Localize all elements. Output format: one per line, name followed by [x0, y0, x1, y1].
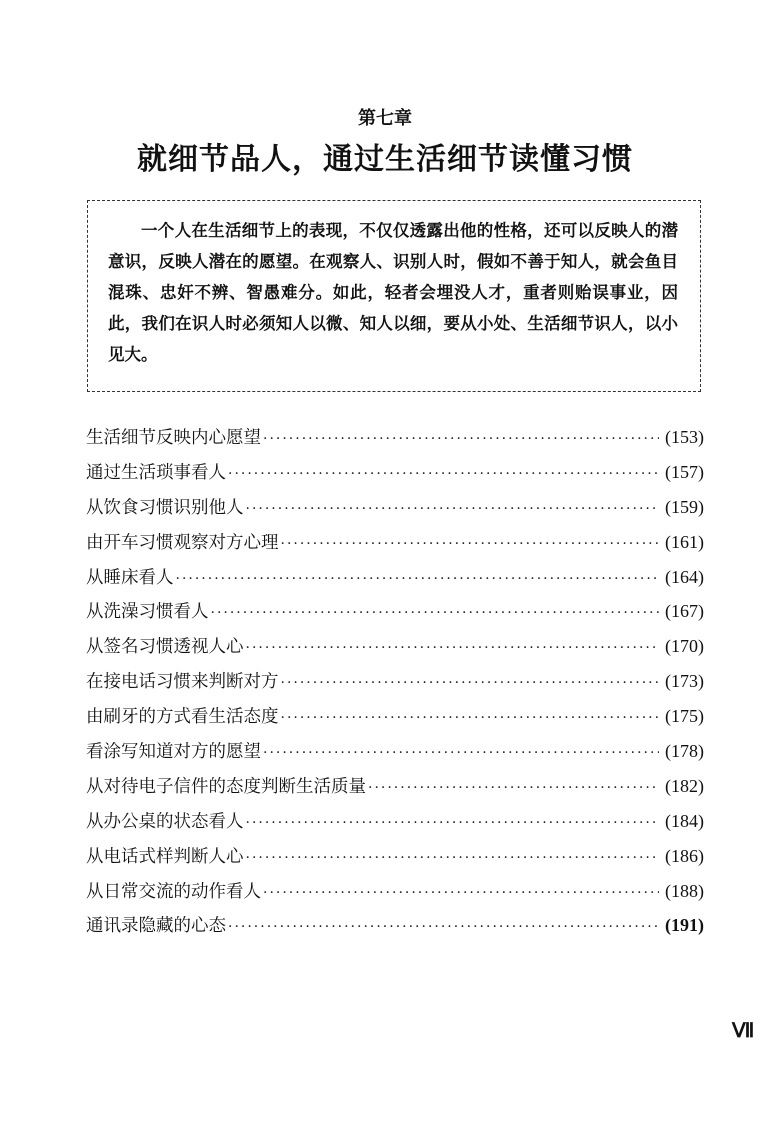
- toc-entry[interactable]: [86, 564, 704, 599]
- toc-entry[interactable]: [86, 424, 704, 459]
- toc-entry-page: (159): [665, 496, 704, 517]
- toc-entry-title: 从办公桌的状态看人: [86, 811, 244, 832]
- toc-entry[interactable]: [86, 912, 704, 947]
- toc-entry-page: (167): [665, 601, 704, 622]
- toc-entry-page: (178): [665, 741, 704, 762]
- toc-entry[interactable]: [86, 633, 704, 668]
- toc-entry-page: (188): [665, 880, 704, 901]
- toc-entry-page: (182): [665, 775, 704, 796]
- toc-leader-dots: [228, 466, 659, 482]
- toc-entry[interactable]: [86, 843, 704, 878]
- toc-leader-dots: [246, 850, 660, 866]
- toc-entry-title: 从洗澡习惯看人: [86, 602, 209, 623]
- toc-entry-page: (157): [665, 461, 704, 482]
- toc-entry[interactable]: [86, 703, 704, 738]
- toc-entry-page: (191): [665, 915, 704, 936]
- toc-entry[interactable]: [86, 808, 704, 843]
- toc-leader-dots: [211, 605, 660, 621]
- toc-entry-title: 在接电话习惯来判断对方: [86, 672, 279, 693]
- toc-entry-title: 从饮食习惯识别他人: [86, 497, 244, 518]
- toc-entry-title: 从对待电子信件的态度判断生活质量: [86, 776, 366, 797]
- toc-leader-dots: [176, 571, 660, 587]
- toc-entry-title: 生活细节反映内心愿望: [86, 428, 261, 448]
- toc-entry[interactable]: [86, 529, 704, 564]
- toc-leader-dots: [281, 675, 660, 691]
- toc-entry-page: (184): [665, 810, 704, 831]
- toc-entry[interactable]: [86, 494, 704, 529]
- toc-entry[interactable]: [86, 773, 704, 808]
- toc-entry-page: (170): [665, 636, 704, 657]
- toc-leader-dots: [263, 885, 659, 901]
- toc-entry-page: (164): [665, 566, 704, 587]
- toc-leader-dots: [246, 640, 660, 656]
- chapter-summary-box: [87, 200, 701, 392]
- toc-entry-title: 从日常交流的动作看人: [86, 881, 261, 902]
- toc-entry-page: (153): [665, 427, 704, 447]
- toc-entry[interactable]: [86, 459, 704, 494]
- toc-leader-dots: [228, 919, 659, 935]
- toc-entry-title: 通过生活琐事看人: [86, 462, 226, 483]
- toc-leader-dots: [281, 710, 660, 726]
- toc-entry[interactable]: [86, 668, 704, 703]
- toc-entry-title: 通讯录隐藏的心态: [86, 916, 226, 937]
- toc-entry-title: 由刷牙的方式看生活态度: [86, 707, 279, 728]
- toc-entry-title: 由开车习惯观察对方心理: [86, 532, 279, 553]
- chapter-title: 就细节品人，通过生活细节读懂习惯: [137, 142, 633, 177]
- table-of-contents: [86, 424, 704, 947]
- toc-leader-dots: [263, 431, 659, 447]
- toc-entry-title: 看涂写知道对方的愿望: [86, 742, 261, 763]
- toc-entry-page: (186): [665, 845, 704, 866]
- toc-entry-page: (173): [665, 671, 704, 692]
- page-number: Ⅶ: [732, 1020, 755, 1042]
- toc-leader-dots: [246, 815, 660, 831]
- toc-leader-dots: [246, 501, 660, 517]
- toc-entry[interactable]: [86, 598, 704, 633]
- toc-leader-dots: [368, 780, 659, 796]
- chapter-summary-text: 一个人在生活细节上的表现，不仅仅透露出他的性格，还可以反映人的潜意识，反映人潜在的愿望。在观察人、识别人时，假如不善于知人，就会鱼目混珠、忠奸不辨、智愚难分。如此，轻者会埋没人才，重者则贻误事业，因此，我们在识人时必须知人以微、知人以细，要从小处、生活细节识人，以小见大。: [108, 221, 678, 364]
- toc-entry[interactable]: [86, 878, 704, 913]
- toc-entry-title: 从电话式样判断人心: [86, 846, 244, 867]
- toc-entry[interactable]: [86, 738, 704, 773]
- toc-entry-title: 从睡床看人: [86, 567, 174, 588]
- toc-entry-page: (161): [665, 531, 704, 552]
- toc-entry-page: (175): [665, 706, 704, 727]
- chapter-label: 第七章: [358, 108, 412, 129]
- toc-leader-dots: [263, 745, 659, 761]
- toc-entry-title: 从签名习惯透视人心: [86, 637, 244, 658]
- toc-leader-dots: [281, 536, 660, 552]
